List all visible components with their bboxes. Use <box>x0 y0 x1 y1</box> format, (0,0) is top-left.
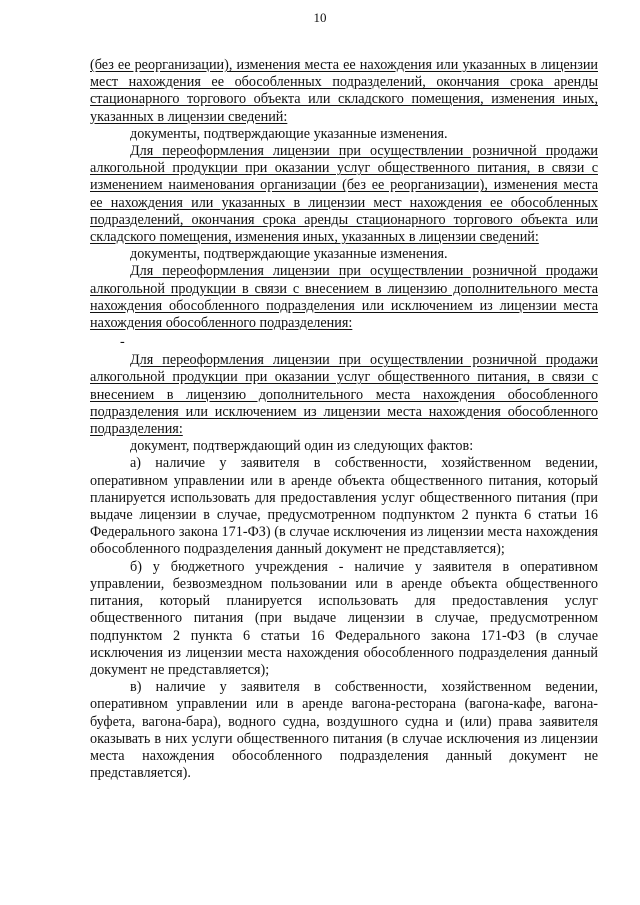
paragraph-underlined: Для переоформления лицензии при осуществлении розничной продажи алкогольной продукции при оказании услуг общественного питания, в связи с изменением наименования организации (без ее реорганизации), изменения места ее нахождения или указанных в лицензии мест нахождения ее обособленных подразделений, окончания срока аренды стационарного торгового объекта или складского помещения, изменения иных, указанных в лицензии сведений: <box>90 143 598 246</box>
paragraph-underlined: Для переоформления лицензии при осуществлении розничной продажи алкогольной продукции при оказании услуг общественного питания, в связи с внесением в лицензию дополнительного места нахождения обособленного подразделения или исключением из лицензии места нахождения обособленного подразделения: <box>90 352 598 438</box>
page-number: 10 <box>313 10 327 25</box>
paragraph-item-b: б) у бюджетного учреждения - наличие у заявителя в оперативном управлении, безвозмездном пользовании или в аренде объекта общественного питания, который планируется использовать для предоставления услуг общественного питания (при выдаче лицензии в случае, предусмотренном подпунктом 2 пункта 6 статьи 16 Федерального закона 171-ФЗ (в случае исключения из лицензии места нахождения обособленного подразделения данный документ не представляется); <box>90 558 598 678</box>
paragraph-underlined: Для переоформления лицензии при осуществлении розничной продажи алкогольной продукции в связи с внесением в лицензию дополнительного места нахождения обособленного подразделения или исключением из лицензии места нахождения обособленного подразделения: <box>90 263 598 332</box>
paragraph-item-v: в) наличие у заявителя в собственности, хозяйственном ведении, оперативном управлении или в аренде вагона-ресторана (вагона-кафе, вагона-буфета, вагона-бара), водного судна, воздушного судна и (или) права заявителя оказывать в них услуги общественного питания (в случае исключения из лицензии места нахождения обособленного подразделения данный документ не представляется). <box>90 679 598 782</box>
paragraph-documents: документы, подтверждающие указанные изменения. <box>130 125 448 142</box>
document-body <box>90 57 598 782</box>
dash-marker: - <box>120 334 125 351</box>
paragraph-document-facts: документ, подтверждающий один из следующих фактов: <box>130 438 474 455</box>
paragraph-underlined: (без ее реорганизации), изменения места ее нахождения или указанных в лицензии мест нахождения ее обособленных подразделений, окончания срока аренды стационарного торгового объекта или складского помещения, изменения иных, указанных в лицензии сведений: <box>90 57 598 125</box>
paragraph-documents: документы, подтверждающие указанные изменения. <box>130 246 448 263</box>
paragraph-item-a: а) наличие у заявителя в собственности, хозяйственном ведении, оперативном управлении или в аренде объекта общественного питания, который планируется использовать для предоставления услуг общественного питания (при выдаче лицензии в случае, предусмотренном подпунктом 2 пункта 6 статьи 16 Федерального закона 171-ФЗ) (в случае исключения из лицензии места нахождения обособленного подразделения данный документ не представляется); <box>90 455 598 558</box>
